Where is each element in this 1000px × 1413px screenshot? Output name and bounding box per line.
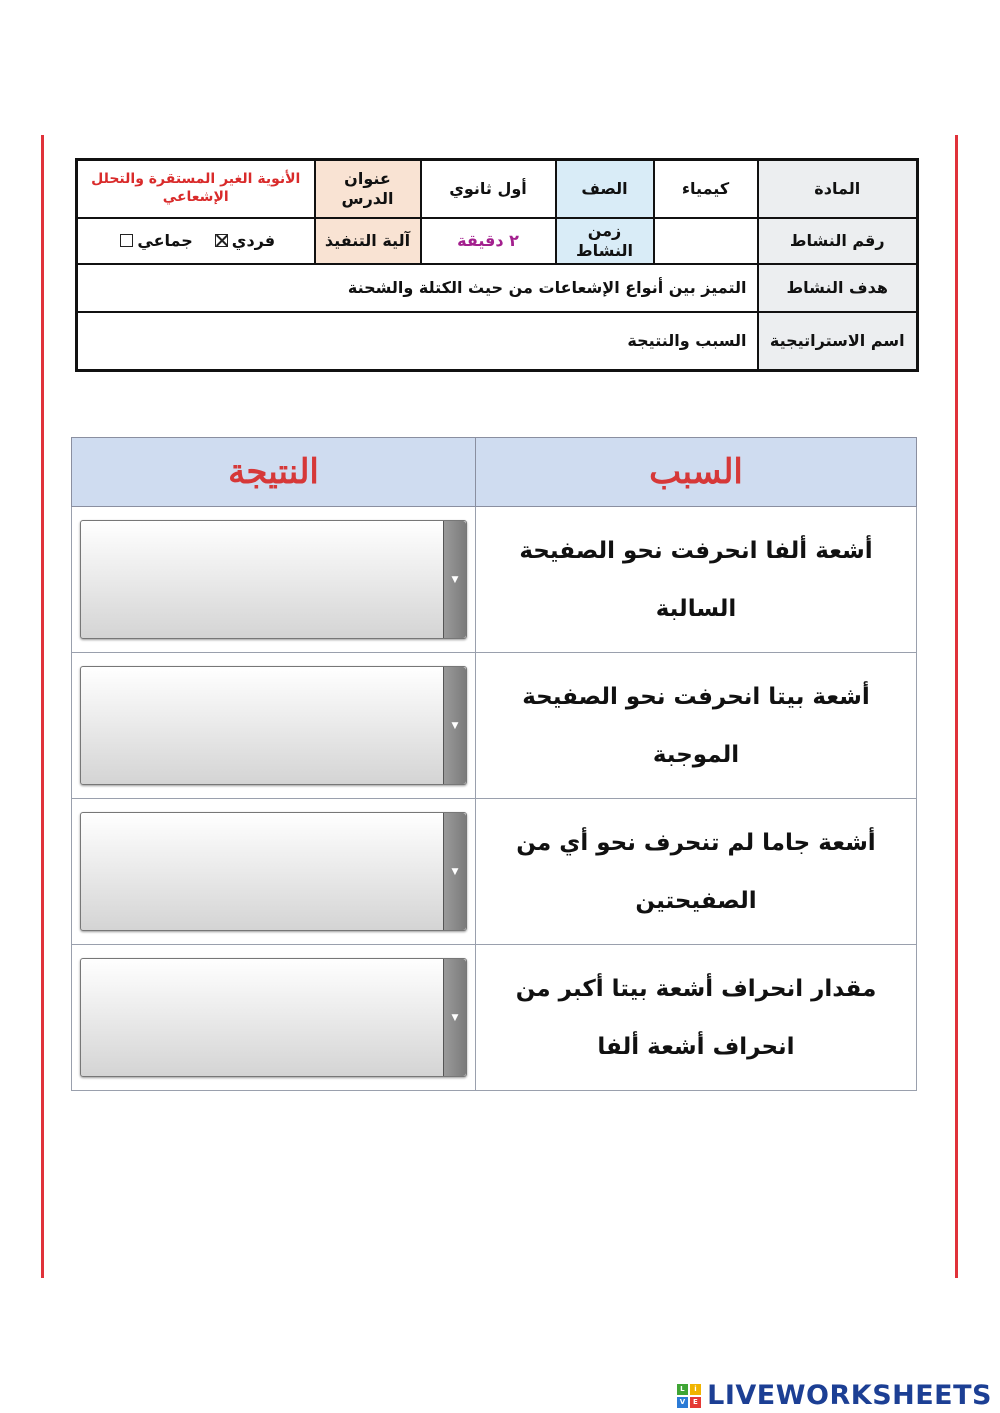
chevron-down-icon[interactable]: ▼ xyxy=(443,959,466,1076)
grade-label: الصف xyxy=(556,160,654,218)
grade-value: أول ثانوي xyxy=(421,160,556,218)
right-margin-line xyxy=(955,135,958,1278)
table-row xyxy=(72,945,917,1091)
logo-letter-e: E xyxy=(690,1397,701,1408)
strategy-label: اسم الاستراتيجية xyxy=(758,312,918,370)
table-row xyxy=(72,653,917,799)
activity-number-value xyxy=(654,218,758,264)
left-margin-line xyxy=(41,135,44,1278)
goal-label: هدف النشاط xyxy=(758,264,918,312)
effect-header: النتيجة xyxy=(72,438,476,507)
checked-box-icon xyxy=(215,234,228,247)
unchecked-box-icon xyxy=(120,234,133,247)
subject-label: المادة xyxy=(758,160,918,218)
brand-name: LIVEWORKSHEETS xyxy=(707,1380,992,1411)
table-row xyxy=(72,507,917,653)
effect-dropdown[interactable] xyxy=(80,520,467,639)
mode-group-label: جماعي xyxy=(137,230,193,250)
liveworksheets-brand[interactable] xyxy=(677,1380,992,1411)
lesson-value: الأنوية الغير المستقرة والتحلل الإشعاعي xyxy=(77,160,315,218)
subject-value: كيمياء xyxy=(654,160,758,218)
chevron-down-icon[interactable]: ▼ xyxy=(443,813,466,930)
mode-individual-label: فردي xyxy=(231,230,276,250)
activity-info-table xyxy=(75,158,919,372)
cause-text: أشعة جاما لم تنحرف نحو أي من الصفيحتين xyxy=(476,799,917,945)
mode-group xyxy=(116,231,192,251)
effect-dropdown[interactable] xyxy=(80,958,467,1077)
cause-header: السبب xyxy=(476,438,917,507)
activity-time-value: ٢ دقيقة xyxy=(421,218,556,264)
goal-value: التميز بين أنواع الإشعاعات من حيث الكتلة والشحنة xyxy=(77,264,758,312)
mode-individual xyxy=(211,231,275,251)
chevron-down-icon[interactable]: ▼ xyxy=(443,521,466,638)
cause-text: أشعة ألفا انحرفت نحو الصفيحة السالبة xyxy=(476,507,917,653)
brand-logo-icon xyxy=(677,1384,701,1408)
activity-number-label: رقم النشاط xyxy=(758,218,918,264)
strategy-value: السبب والنتيجة xyxy=(77,312,758,370)
logo-letter-i: i xyxy=(690,1384,701,1395)
logo-letter-l: L xyxy=(677,1384,688,1395)
execution-mode xyxy=(77,218,315,264)
effect-dropdown[interactable] xyxy=(80,666,467,785)
lesson-label: عنوان الدرس xyxy=(315,160,421,218)
cause-effect-table xyxy=(71,437,917,1091)
table-row xyxy=(72,799,917,945)
chevron-down-icon[interactable]: ▼ xyxy=(443,667,466,784)
execution-label: آلية التنفيذ xyxy=(315,218,421,264)
effect-dropdown[interactable] xyxy=(80,812,467,931)
cause-text: أشعة بيتا انحرفت نحو الصفيحة الموجبة xyxy=(476,653,917,799)
cause-text: مقدار انحراف أشعة بيتا أكبر من انحراف أشعة ألفا xyxy=(476,945,917,1091)
activity-time-label: زمن النشاط xyxy=(556,218,654,264)
logo-letter-v: V xyxy=(677,1397,688,1408)
